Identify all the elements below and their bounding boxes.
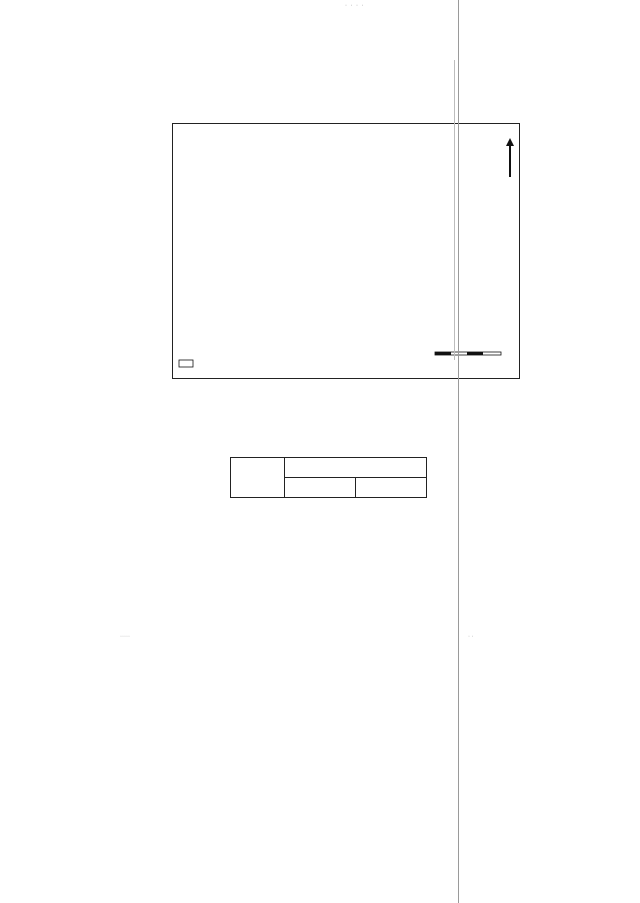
header-latitude <box>285 478 356 498</box>
boundary-map-canvas <box>173 124 519 378</box>
scan-mark-left: ····· <box>120 634 130 640</box>
scan-binder-line-2 <box>454 60 455 360</box>
boundary-map <box>172 123 520 379</box>
header-coordinates <box>285 458 427 478</box>
header-point-number <box>231 458 285 498</box>
coordinates-table <box>230 457 427 498</box>
scan-mark-right: · · <box>468 634 474 640</box>
scan-binder-line <box>458 0 459 903</box>
header-longitude <box>356 478 427 498</box>
scale-bar <box>435 352 501 355</box>
map-legend <box>179 360 193 367</box>
north-arrow <box>506 138 514 177</box>
legend-swatch <box>179 360 193 367</box>
scan-stamp-mark: · · · · <box>345 3 365 9</box>
